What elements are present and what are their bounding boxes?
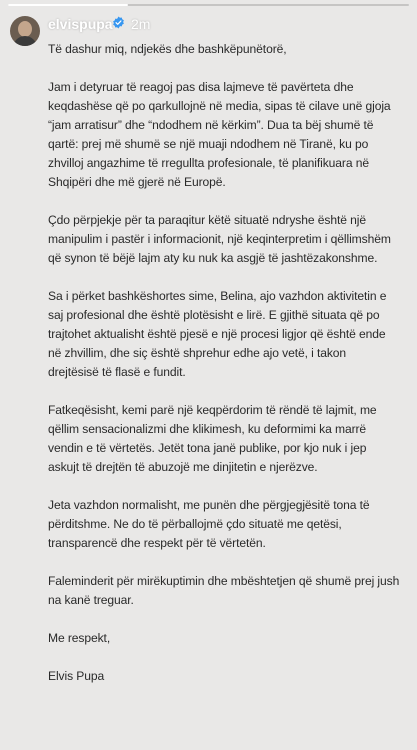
letter-paragraph-6: Faleminderit për mirëkuptimin dhe mbështetjen që shumë prej jush na kanë treguar. xyxy=(48,574,400,607)
letter-paragraph-3: Sa i përket bashkëshortes sime, Belina, ajo vazhdon aktivitetin e saj profesional dhe është plotësisht e lirë. E gjithë situata që po trajtohet aktualisht është pjesë e një procesi ligjor që është ende në zhvillim, dhe siç është shprehur edhe ajo vetë, i takon drejtësisë të flasë e fundit. xyxy=(48,289,387,379)
story-progress-bar xyxy=(8,4,409,6)
avatar[interactable] xyxy=(10,16,40,46)
letter-greeting: Të dashur miq, ndjekës dhe bashkëpunëtorë, xyxy=(48,42,287,56)
story-header xyxy=(0,0,417,44)
verified-badge-icon xyxy=(112,16,125,29)
letter-paragraph-1: Jam i detyruar të reagoj pas disa lajmeve të pavërteta dhe keqdashëse që po qarkullojnë në media, sipas të cilave unë gjoja “jam arratisur” dhe “ndodhem në kërkim”. Dua ta bëj shumë të qartë: prej më shumë se një muaji ndodhem në Tiranë, ku po zhvilloj angazhime të rregullta profesionale, të planifikuara në Shqipëri dhe më gjerë në Europë. xyxy=(48,80,391,189)
avatar-body xyxy=(13,36,37,46)
username-link[interactable]: elvispupa xyxy=(48,16,113,32)
statement-letter xyxy=(48,40,400,705)
story-progress-fill xyxy=(8,4,128,6)
letter-paragraph-4: Fatkeqësisht, kemi parë një keqpërdorim të rëndë të lajmit, me qëllim sensacionalizmi dhe klikimesh, ku deformimi ka marrë vendin e të vërtetës. Jetët tona janë publike, por kjo nuk i jep askujt të drejtën të abuzojë me dinjitetin e njerëzve. xyxy=(48,403,377,474)
letter-signature: Elvis Pupa xyxy=(48,669,105,683)
letter-paragraph-2: Çdo përpjekje për ta paraqitur këtë situatë ndryshe është një manipulim i pastër i informacionit, një keqinterpretim i qëllimshëm që synon të bëjë lajm aty ku nuk ka asgjë të jashtëzakonshme. xyxy=(48,213,391,265)
post-time: 2m xyxy=(131,16,151,32)
avatar-face xyxy=(18,21,32,37)
letter-closing: Me respekt, xyxy=(48,631,111,645)
letter-paragraph-5: Jeta vazhdon normalisht, me punën dhe përgjegjësitë tona të përditshme. Ne do të përballojmë çdo situatë me qetësi, transparencë dhe respekt për të vërtetën. xyxy=(48,498,370,550)
